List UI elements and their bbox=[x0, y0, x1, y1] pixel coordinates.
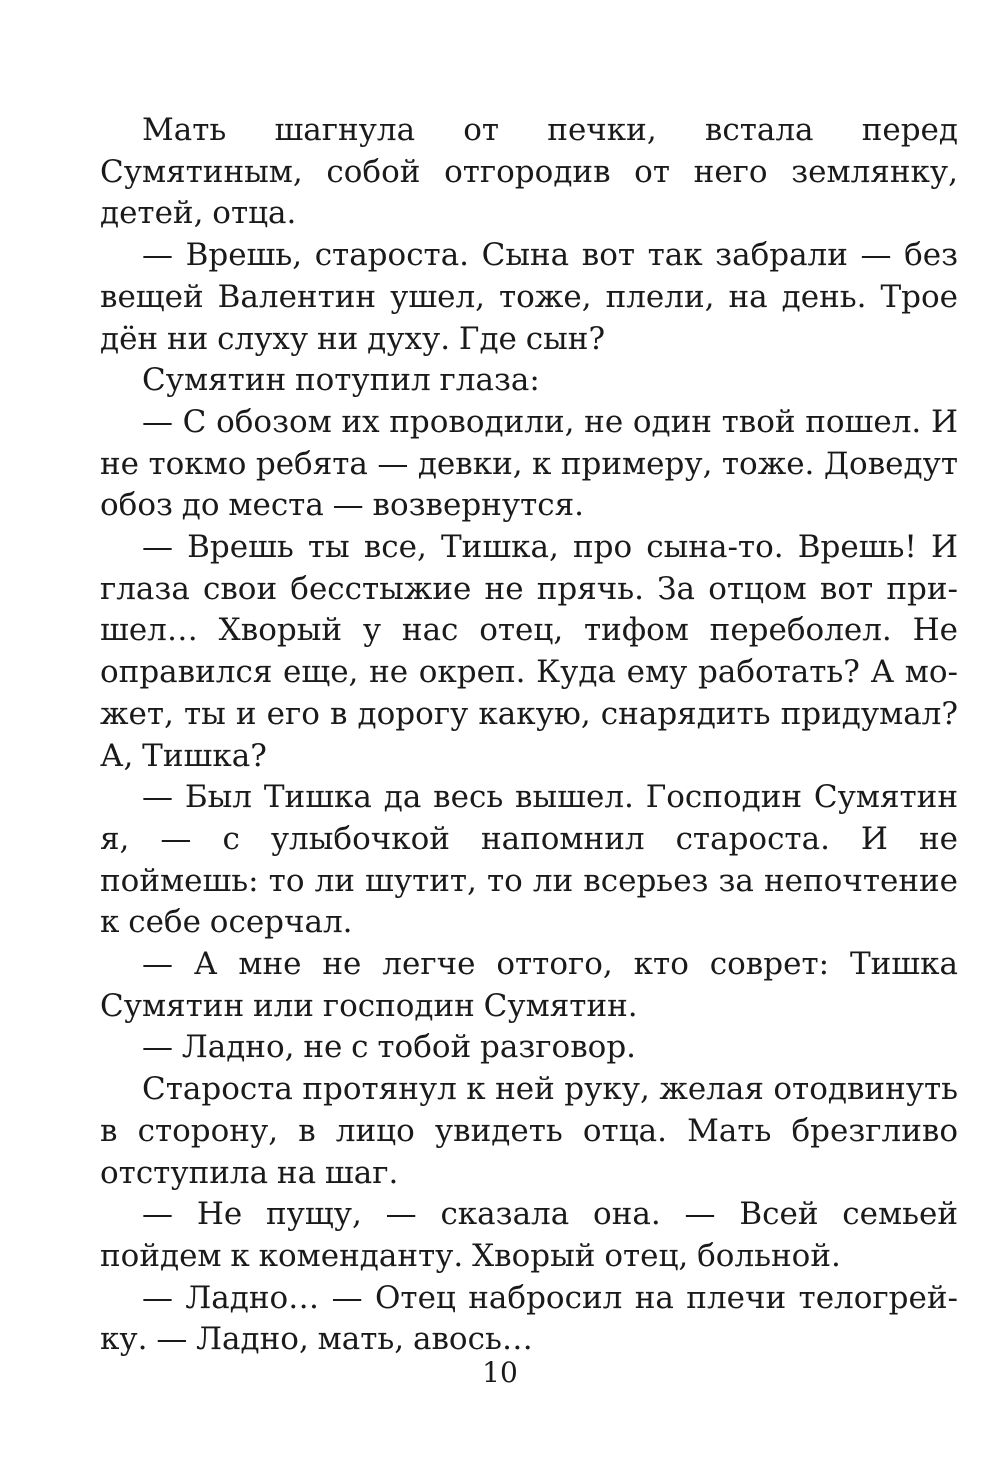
paragraph-4: — С обозом их проводили, не один твой пошел. И не токмо ребята — девки, к примеру, тоже. Доведут обоз до места — возвернутся. bbox=[100, 403, 958, 524]
paragraph-8: — Ладно, не с тобой разговор. bbox=[142, 1029, 637, 1066]
page-body-text bbox=[100, 110, 958, 1361]
paragraph-11: — Ладно… — Отец набросил на плечи телогрейку. — Ладно, мать, авось… bbox=[100, 1279, 958, 1358]
paragraph-9: Староста протянул к ней руку, желая отодвинуть в сторону, в лицо увидеть отца. Мать брезгливо отступила на шаг. bbox=[100, 1071, 958, 1191]
page-number: 10 bbox=[482, 1356, 518, 1389]
paragraph-3: Сумятин потупил глаза: bbox=[142, 362, 540, 399]
paragraph-6: — Был Тишка да весь вышел. Господин Сумятин я, — с улыбочкой напомнил староста. И не поймешь: то ли шутит, то ли всерьез за непочтение к себе осерчал. bbox=[100, 779, 958, 941]
paragraph-10: — Не пущу, — сказала она. — Всей семьей пойдем к коменданту. Хворый отец, больной. bbox=[100, 1196, 958, 1274]
paragraph-2: — Врешь, староста. Сына вот так забрали — без вещей Валентин ушел, тоже, плели, на день. Трое дён ни слуху ни духу. Где сын? bbox=[100, 237, 958, 357]
paragraph-1: Мать шагнула от печки, встала перед Сумятиным, собой отгородив от него землянку, детей, отца. bbox=[100, 112, 958, 232]
paragraph-7: — А мне не легче оттого, кто соврет: Тишка Сумятин или господин Сумятин. bbox=[100, 946, 958, 1024]
paragraph-5: — Врешь ты все, Тишка, про сына-то. Врешь! И глаза свои бесстыжие не прячь. За отцом вот пришел… Хворый у нас отец, тифом переболел. Не оправился еще, не окреп. Куда ему работать? А может, ты и его в дорогу какую, снарядить придумал? А, Тишка? bbox=[100, 529, 958, 774]
